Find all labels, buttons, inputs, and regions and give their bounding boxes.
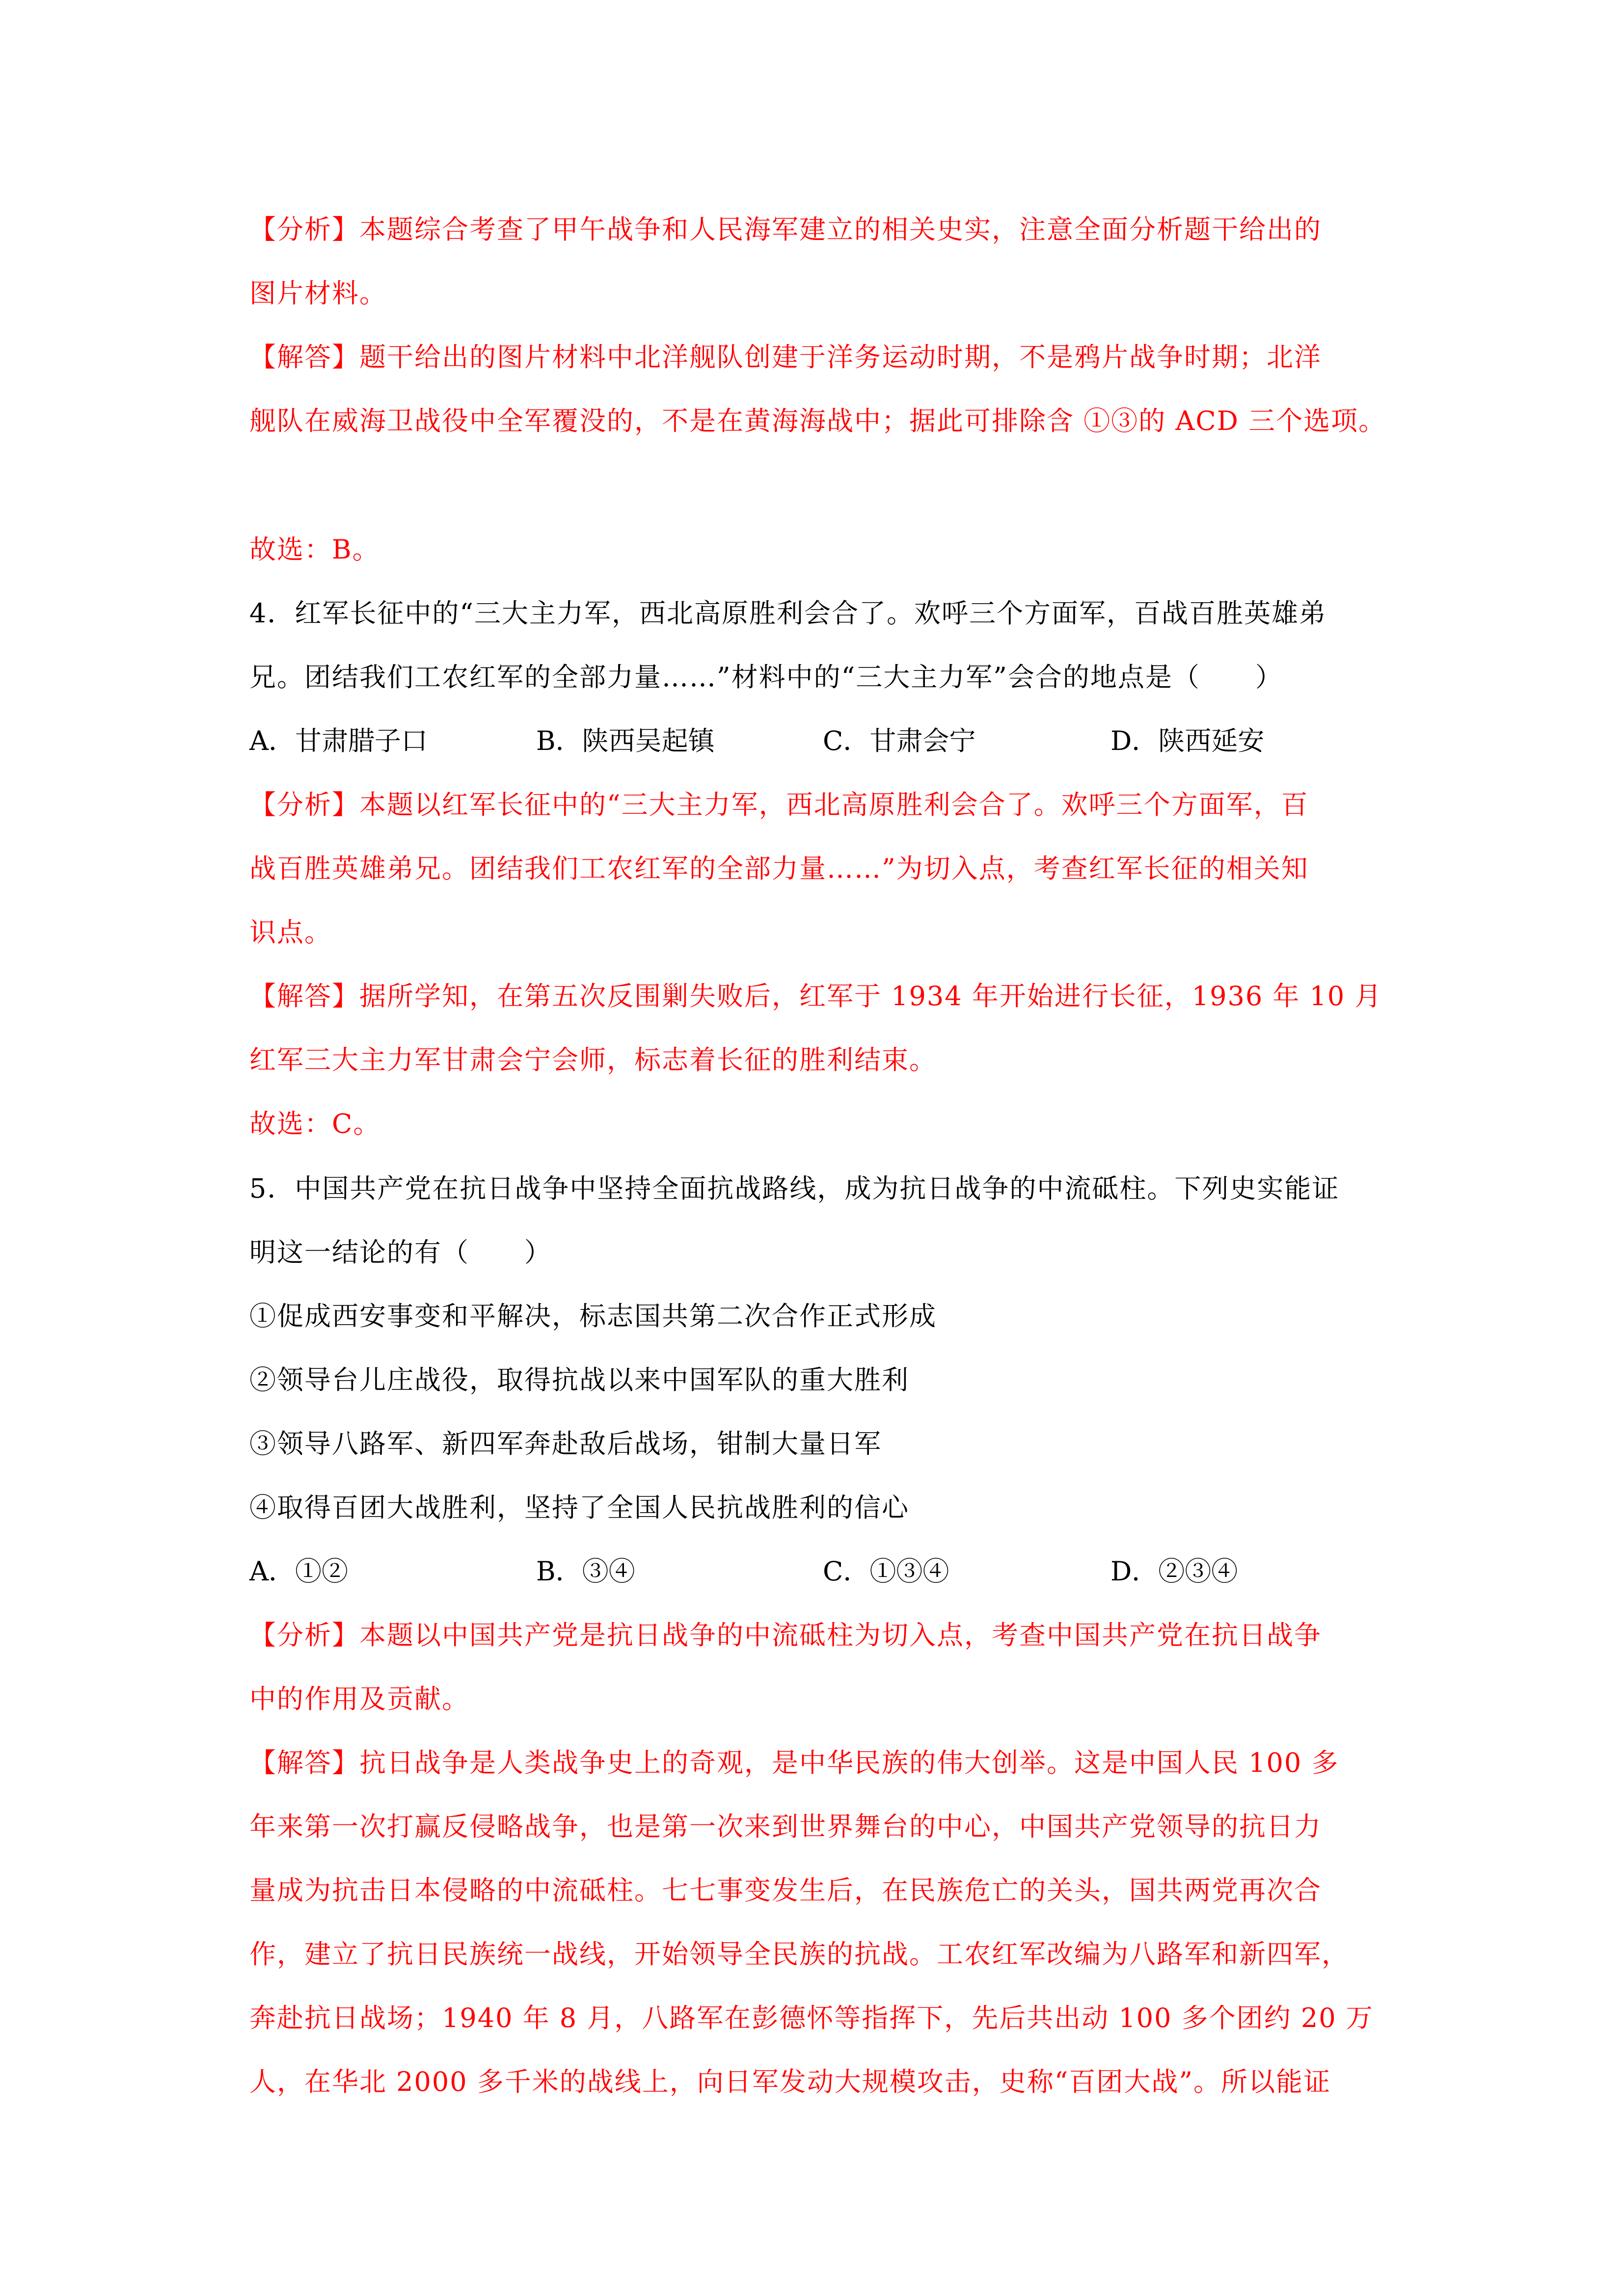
q5-statement-4: ④取得百团大战胜利，坚持了全国人民抗战胜利的信心 [249,1492,909,1523]
q5-answer-line-3: 量成为抗击日本侵略的中流砥柱。七七事变发生后，在民族危亡的关头，国共两党再次合 [249,1875,1322,1906]
q3-answer-line-2: 舰队在威海卫战役中全军覆没的，不是在黄海海战中；据此可排除含 ①③的 ACD 三个选项。 [249,405,1386,436]
q5-answer-line-2: 年来第一次打赢反侵略战争，也是第一次来到世界舞台的中心，中国共产党领导的抗日力 [249,1811,1322,1842]
q3-analysis-line-1: 【分析】本题综合考查了甲午战争和人民海军建立的相关史实，注意全面分析题干给出的 [249,214,1322,245]
q5-statement-3: ③领导八路军、新四军奔赴敌后战场，钳制大量日军 [249,1428,882,1459]
q4-option-d: D．陕西延安 [1110,725,1265,756]
q5-answer-line-6: 人，在华北 2000 多千米的战线上，向日军发动大规模攻击，史称“百团大战”。所以能证 [249,2066,1331,2097]
q4-option-c: C．甘肃会宁 [823,725,976,756]
q5-option-a: A．①② [249,1556,348,1587]
q4-stem-line-2: 兄。团结我们工农红军的全部力量……”材料中的“三大主力军”会合的地点是（ ） [249,662,1283,693]
q3-answer-line-1: 【解答】题干给出的图片材料中北洋舰队创建于洋务运动时期，不是鸦片战争时期；北洋 [249,342,1322,373]
q4-answer-line-2: 红军三大主力军甘肃会宁会师，标志着长征的胜利结束。 [249,1044,937,1075]
q4-answer-line-1: 【解答】据所学知，在第五次反围剿失败后，红军于 1934 年开始进行长征，1936 年 10 月 [249,981,1382,1012]
q5-stem-line-1: 5．中国共产党在抗日战争中坚持全面抗战路线，成为抗日战争的中流砥柱。下列史实能证 [249,1173,1340,1204]
q5-stem-line-2: 明这一结论的有（ ） [249,1237,552,1268]
q4-option-a: A．甘肃腊子口 [249,725,428,756]
q4-analysis-line-2: 战百胜英雄弟兄。团结我们工农红军的全部力量……”为切入点，考查红军长征的相关知 [249,853,1309,884]
q4-analysis-line-3: 识点。 [249,917,332,948]
q5-analysis-line-1: 【分析】本题以中国共产党是抗日战争的中流砥柱为切入点，考查中国共产党在抗日战争 [249,1620,1322,1651]
q5-option-c: C．①③④ [823,1556,949,1587]
q3-analysis-line-2: 图片材料。 [249,278,387,309]
q4-option-b: B．陕西吴起镇 [536,725,715,756]
q5-statement-2: ②领导台儿庄战役，取得抗战以来中国军队的重大胜利 [249,1364,909,1395]
q3-choice: 故选：B。 [249,534,380,565]
q5-statement-1: ①促成西安事变和平解决，标志国共第二次合作正式形成 [249,1301,937,1332]
q5-option-b: B．③④ [536,1556,635,1587]
q5-answer-line-4: 作，建立了抗日民族统一战线，开始领导全民族的抗战。工农红军改编为八路军和新四军， [249,1939,1349,1970]
q5-answer-line-5: 奔赴抗日战场；1940 年 8 月，八路军在彭德怀等指挥下，先后共出动 100 多个团约 20 万 [249,2002,1374,2033]
q4-stem-line-1: 4．红军长征中的“三大主力军，西北高原胜利会合了。欢呼三个方面军，百战百胜英雄弟 [249,598,1326,629]
q4-choice: 故选：C。 [249,1108,381,1139]
q5-answer-line-1: 【解答】抗日战争是人类战争史上的奇观，是中华民族的伟大创举。这是中国人民 100 多 [249,1747,1339,1778]
q5-option-d: D．②③④ [1110,1556,1238,1587]
q4-analysis-line-1: 【分析】本题以红军长征中的“三大主力军，西北高原胜利会合了。欢呼三个方面军，百 [249,789,1309,820]
q5-analysis-line-2: 中的作用及贡献。 [249,1683,469,1714]
